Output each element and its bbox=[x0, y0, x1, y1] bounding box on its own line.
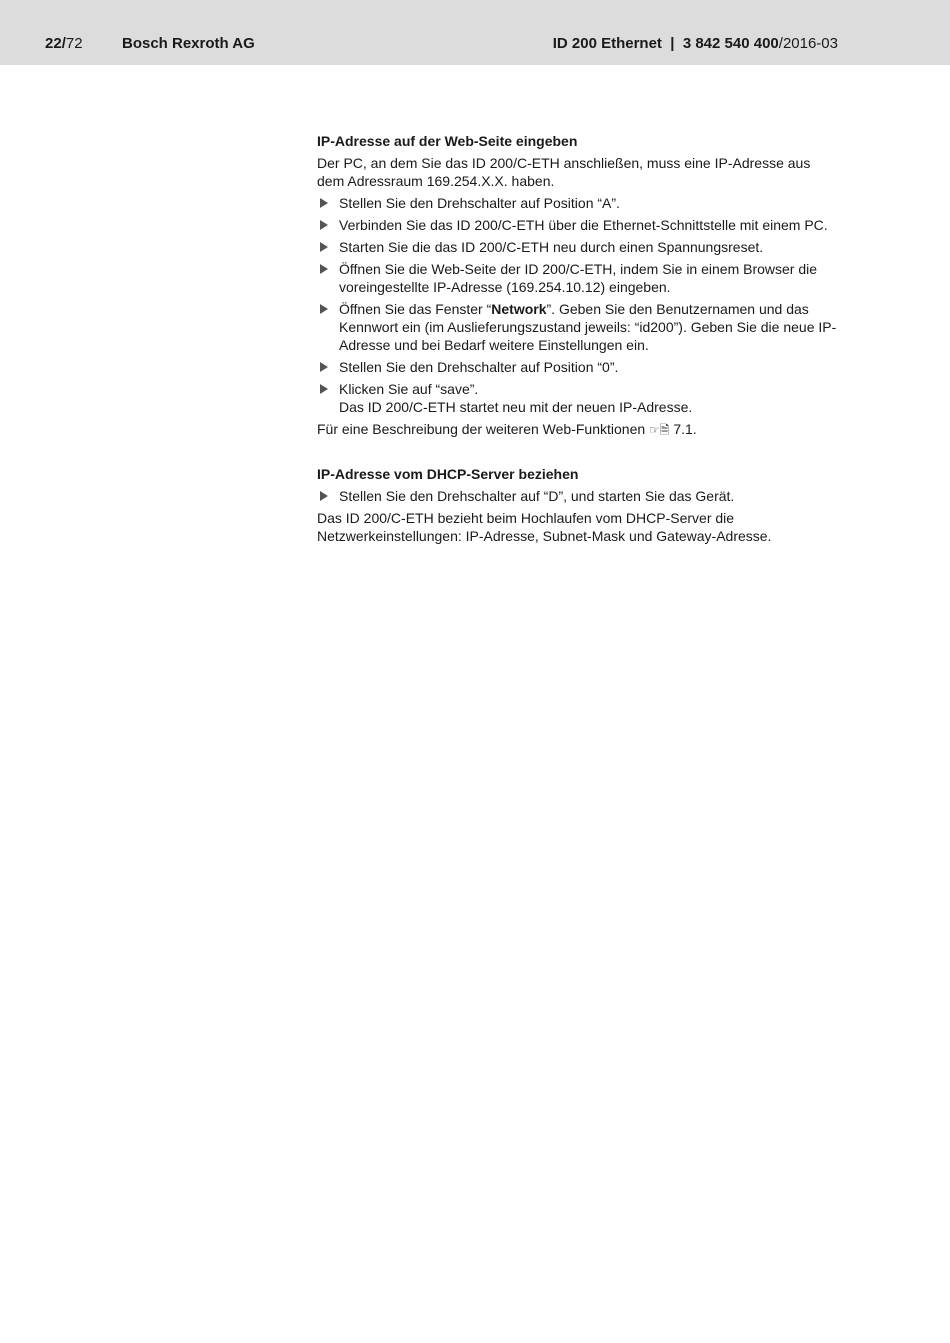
step-text: Stellen Sie den Drehschalter auf Position “0”. bbox=[339, 359, 619, 375]
document-id: ID 200 Ethernet | 3 842 540 400/2016-03 bbox=[552, 35, 838, 52]
section-intro: Der PC, an dem Sie das ID 200/C-ETH anschließen, muss eine IP-Adresse aus dem Adressraum 169.254.X.X. haben. bbox=[317, 155, 811, 189]
step-text: Klicken Sie auf “save”. bbox=[339, 381, 479, 397]
step-text: Öffnen Sie die Web-Seite der ID 200/C-ETH, indem Sie in einem Browser die voreingestellte IP-Adresse (169.254.10.12) eingeben. bbox=[339, 261, 818, 295]
bullet-arrow-icon bbox=[320, 220, 328, 230]
network-window-name: Network bbox=[491, 301, 547, 317]
bullet-arrow-icon bbox=[320, 198, 328, 208]
header-separator: | bbox=[670, 35, 675, 52]
page-header bbox=[0, 0, 950, 65]
list-item bbox=[317, 487, 839, 505]
step-result: Das ID 200/C-ETH startet neu mit der neuen IP-Adresse. bbox=[339, 399, 693, 415]
list-item bbox=[317, 380, 839, 416]
bullet-arrow-icon bbox=[320, 362, 328, 372]
doc-number: 3 842 540 400 bbox=[682, 35, 779, 52]
section-title-dhcp: IP-Adresse vom DHCP-Server beziehen bbox=[317, 466, 579, 482]
bullet-arrow-icon bbox=[320, 242, 328, 252]
bullet-arrow-icon bbox=[320, 304, 328, 314]
reference-target: 7.1. bbox=[673, 421, 697, 437]
list-item bbox=[317, 260, 839, 296]
list-item bbox=[317, 216, 839, 234]
company-name: Bosch Rexroth AG bbox=[122, 35, 255, 52]
list-item bbox=[317, 238, 839, 256]
bullet-arrow-icon bbox=[320, 264, 328, 274]
page-total: 72 bbox=[65, 35, 83, 52]
step-text: Stellen Sie den Drehschalter auf Position “A”. bbox=[339, 195, 620, 211]
reference-line bbox=[317, 420, 839, 439]
document-reference-icon: ☞🗎 bbox=[649, 423, 670, 437]
step-text: Starten Sie die das ID 200/C-ETH neu durch einen Spannungsreset. bbox=[339, 239, 764, 255]
step-list bbox=[317, 487, 839, 505]
bullet-arrow-icon bbox=[320, 384, 328, 394]
page-current: 22 bbox=[45, 35, 62, 52]
list-item bbox=[317, 358, 839, 376]
page-number: 22/72 bbox=[45, 35, 83, 52]
step-text-post: ”. Geben Sie den Benutzernamen und das Kennwort ein (im Auslieferungszustand jeweils: “id200”). Geben Sie die neue IP-Adresse und bei Bedarf weitere Einstellungen ein. bbox=[339, 301, 837, 353]
bullet-arrow-icon bbox=[320, 491, 328, 501]
section-title-web-ip: IP-Adresse auf der Web-Seite eingeben bbox=[317, 133, 578, 149]
doc-title: ID 200 Ethernet bbox=[552, 35, 662, 52]
page-content bbox=[317, 132, 839, 549]
step-text: Verbinden Sie das ID 200/C-ETH über die Ethernet-Schnittstelle mit einem PC. bbox=[339, 217, 828, 233]
reference-text: Für eine Beschreibung der weiteren Web-Funktionen bbox=[317, 421, 646, 437]
doc-date: 2016-03 bbox=[782, 35, 838, 52]
step-list bbox=[317, 194, 839, 416]
list-item bbox=[317, 194, 839, 212]
list-item bbox=[317, 300, 839, 354]
section-result: Das ID 200/C-ETH bezieht beim Hochlaufen vom DHCP-Server die Netzwerkeinstellungen: IP-Adresse, Subnet-Mask und Gateway-Adresse. bbox=[317, 510, 772, 544]
step-text-pre: Öffnen Sie das Fenster “ bbox=[339, 301, 492, 317]
step-text: Stellen Sie den Drehschalter auf “D”, und starten Sie das Gerät. bbox=[339, 488, 735, 504]
